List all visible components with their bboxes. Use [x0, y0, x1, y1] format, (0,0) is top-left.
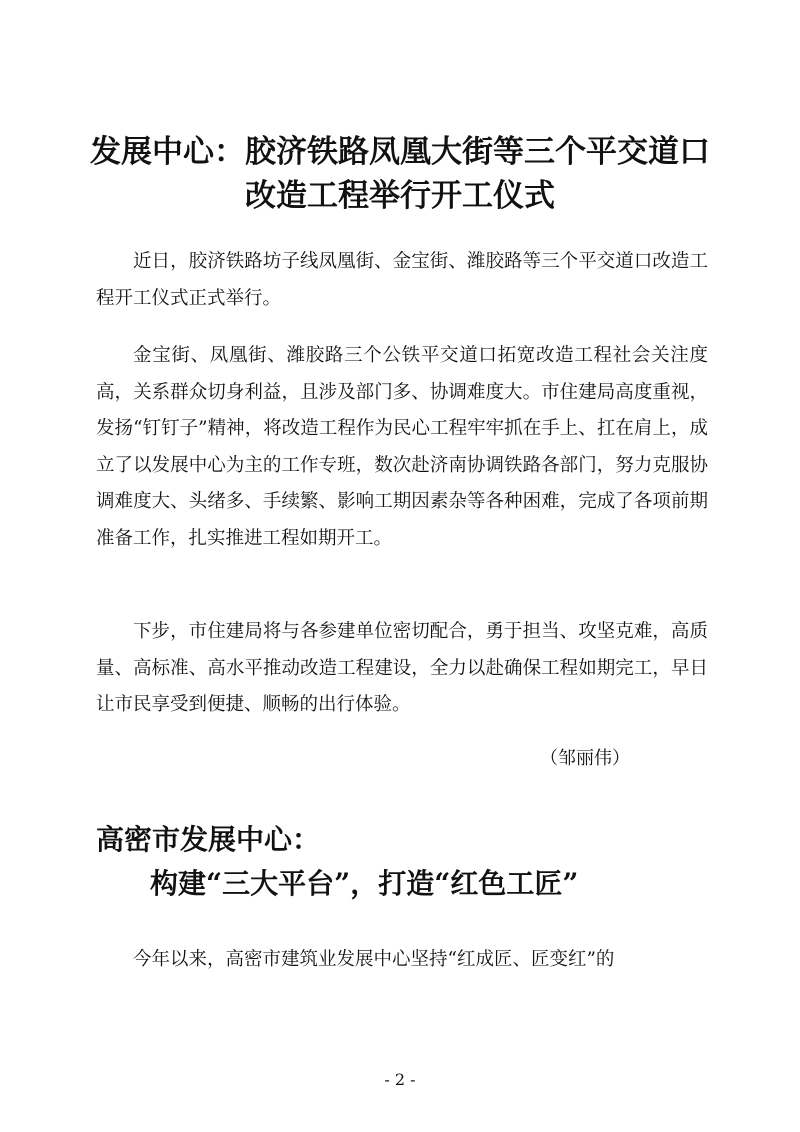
article1-title	[60, 130, 740, 218]
page-number: - 2 -	[384, 1070, 416, 1089]
article1-title-line1: 发展中心：胶济铁路凤凰大街等三个平交道口	[90, 134, 710, 170]
article1-paragraph-2: 金宝街、凤凰街、潍胶路三个公铁平交道口拓宽改造工程社会关注度高，关系群众切身利益，且涉及部门多、协调难度大。市住建局高度重视，发扬“钉钉子”精神，将改造工程作为民心工程牢牢抓在手上、扛在肩上，成立了以发展中心为主的工作专班，数次赴济南协调铁路各部门，努力克服协调难度大、头绪多、手续繁、影响工期因素杂等各种困难，完成了各项前期准备工作，扎实推进工程如期开工。	[96, 345, 708, 549]
article2-paragraph-1: 今年以来，高密市建筑业发展中心坚持“红成匠、匠变红”的	[133, 949, 615, 970]
article1-author: （邹丽伟）	[540, 748, 630, 769]
article1-paragraph-3: 下步，市住建局将与各参建单位密切配合，勇于担当、攻坚克难，高质量、高标准、高水平推动改造工程建设，全力以赴确保工程如期完工，早日让市民享受到便捷、顺畅的出行体验。	[96, 621, 708, 716]
article2-title-line2: 构建“三大平台”，打造“红色工匠”	[150, 867, 579, 900]
article1-title-line2: 改造工程举行开工仪式	[245, 178, 555, 214]
article1-paragraph-1: 近日，胶济铁路坊子线凤凰街、金宝街、潍胶路等三个平交道口改造工程开工仪式正式举行。	[96, 251, 708, 309]
article2-title-line1: 高密市发展中心：	[96, 823, 321, 856]
